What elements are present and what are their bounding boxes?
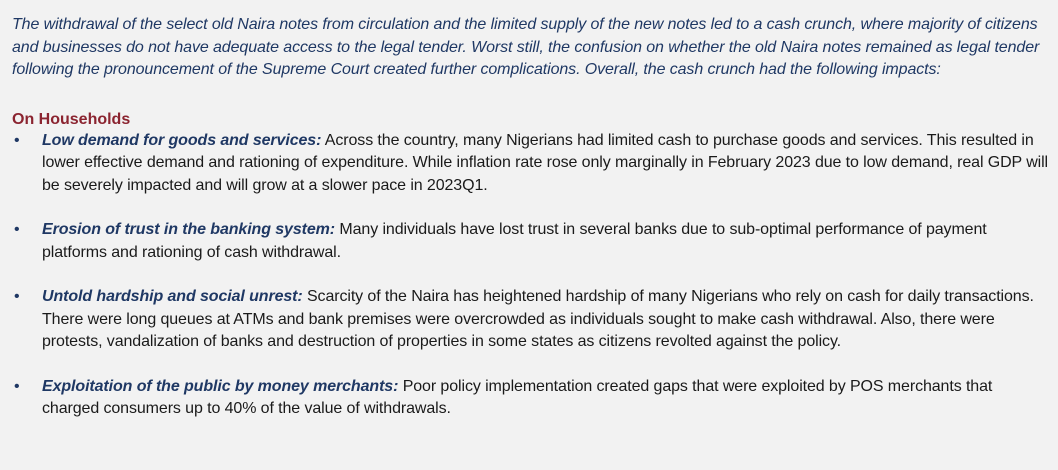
item-text: Scarcity of the Naira has heightened hardship of many Nigerians who rely on cash for daily transactions. There were long queues at ATMs and bank premises were overcrowded as individuals sought to make cash withdrawal. Also, there were protests, vandalization of banks and destruction of properties in some states as citizens revolted against the policy. — [42, 288, 1034, 350]
list-item — [12, 286, 1048, 354]
item-text: Across the country, many Nigerians had limited cash to purchase goods and services. This resulted in lower effective demand and rationing of expenditure. While inflation rate rose only marginally in February 2023 due to low demand, real GDP will be severely impacted and will grow at a slower pace in 2023Q1. — [42, 131, 1049, 194]
item-term: Low demand for goods and services: — [42, 131, 322, 149]
item-text: Many individuals have lost trust in several banks due to sub-optimal performance of payment platforms and rationing of cash withdrawal. — [42, 221, 987, 261]
item-term: Untold hardship and social unrest: — [42, 288, 303, 305]
bullet-icon: • — [14, 377, 20, 395]
bullet-icon: • — [14, 131, 20, 149]
list-item — [12, 219, 1048, 264]
item-term: Exploitation of the public by money merchants: — [42, 377, 399, 395]
list-item — [12, 130, 1048, 198]
section-heading: On Households — [12, 110, 131, 128]
bullet-icon: • — [14, 221, 20, 238]
bullet-icon: • — [14, 288, 20, 305]
intro-paragraph: The withdrawal of the select old Naira notes from circulation and the limited supply of the new notes led to a cash crunch, where majority of citizens and businesses do not have adequate access to the legal tender. Worst still, the confusion on whether the old Naira notes remained as legal tender following the pronouncement of the Supreme Court created further complications. Overall, the cash crunch had the following impacts: — [12, 16, 1040, 78]
item-text: Poor policy implementation created gaps that were exploited by POS merchants that charged consumers up to 40% of the value of withdrawals. — [42, 377, 993, 417]
list-item — [12, 376, 1048, 421]
impact-list — [12, 130, 1048, 421]
item-term: Erosion of trust in the banking system: — [42, 221, 336, 238]
